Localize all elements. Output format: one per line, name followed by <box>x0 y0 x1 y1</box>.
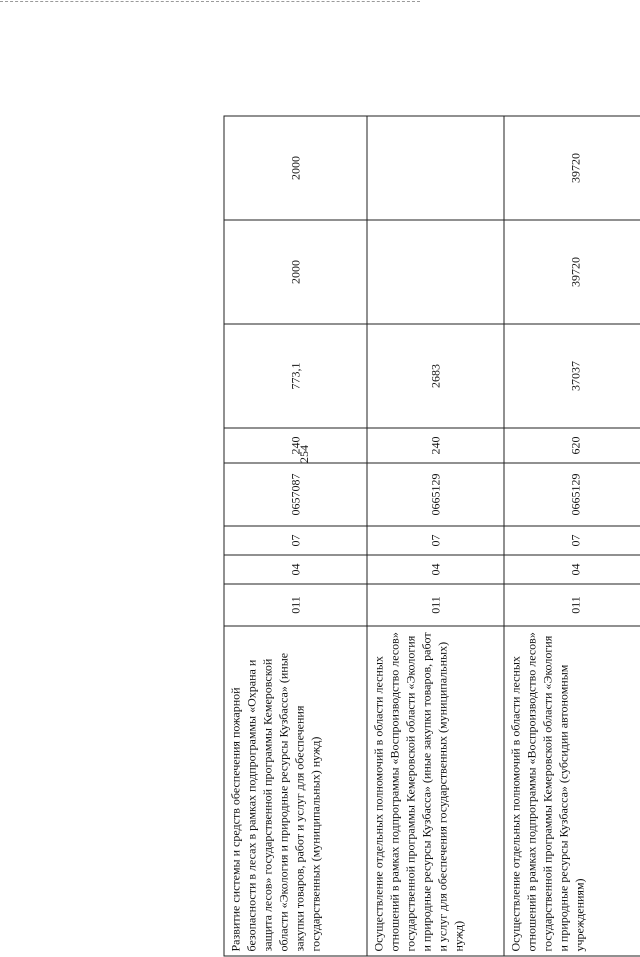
target-article-code: 0657087 <box>224 463 367 526</box>
expense-type-code: 240 <box>367 428 504 463</box>
page-number: 254 <box>296 434 312 474</box>
subsection-code: 07 <box>504 526 640 555</box>
amount-2: 2000 <box>224 220 367 324</box>
row-description: Осуществление отдельных полномочий в области лесных отношений в рамках подпрограммы «Воспроизводство лесов» государственной программы Кемеровской области «Экология и природные ресурсы Кузбасса» (иные закупки товаров, работ и услуг для обеспечения государственных (муниципальных) нужд) <box>367 626 504 956</box>
expense-type-code: 620 <box>504 428 640 463</box>
expense-type-code: 240 <box>224 428 367 463</box>
amount-3: 39720 <box>504 116 640 220</box>
budget-table <box>224 116 640 957</box>
rotated-table-container <box>224 117 640 957</box>
subsection-code: 07 <box>224 526 367 555</box>
amount-2 <box>367 220 504 324</box>
table-row <box>224 116 367 956</box>
subsection-code: 07 <box>367 526 504 555</box>
scan-edge-line <box>0 1 420 2</box>
amount-2: 39720 <box>504 220 640 324</box>
table-row <box>504 116 640 956</box>
target-article-code: 0665129 <box>367 463 504 526</box>
amount-1: 773,1 <box>224 324 367 428</box>
amount-3: 2000 <box>224 116 367 220</box>
section-code: 04 <box>224 555 367 584</box>
target-article-code: 0665129 <box>504 463 640 526</box>
ministry-code: 011 <box>224 584 367 626</box>
amount-1: 2683 <box>367 324 504 428</box>
row-description: Развитие системы и средств обеспечения пожарной безопасности в лесах в рамках подпрограммы «Охрана и защита лесов» государственной программы Кемеровской области «Экология и природные ресурсы Кузбасса» (иные закупки товаров, работ и услуг для обеспечения государственных (муниципальных) нужд) <box>224 626 367 956</box>
table-row <box>367 116 504 956</box>
amount-1: 37037 <box>504 324 640 428</box>
ministry-code: 011 <box>367 584 504 626</box>
amount-3 <box>367 116 504 220</box>
section-code: 04 <box>367 555 504 584</box>
section-code: 04 <box>504 555 640 584</box>
ministry-code: 011 <box>504 584 640 626</box>
row-description: Осуществление отдельных полномочий в области лесных отношений в рамках подпрограммы «Воспроизводство лесов» государственной программы Кемеровской области «Экология и природные ресурсы Кузбасса» (субсидии автономным учреждениям) <box>504 626 640 956</box>
